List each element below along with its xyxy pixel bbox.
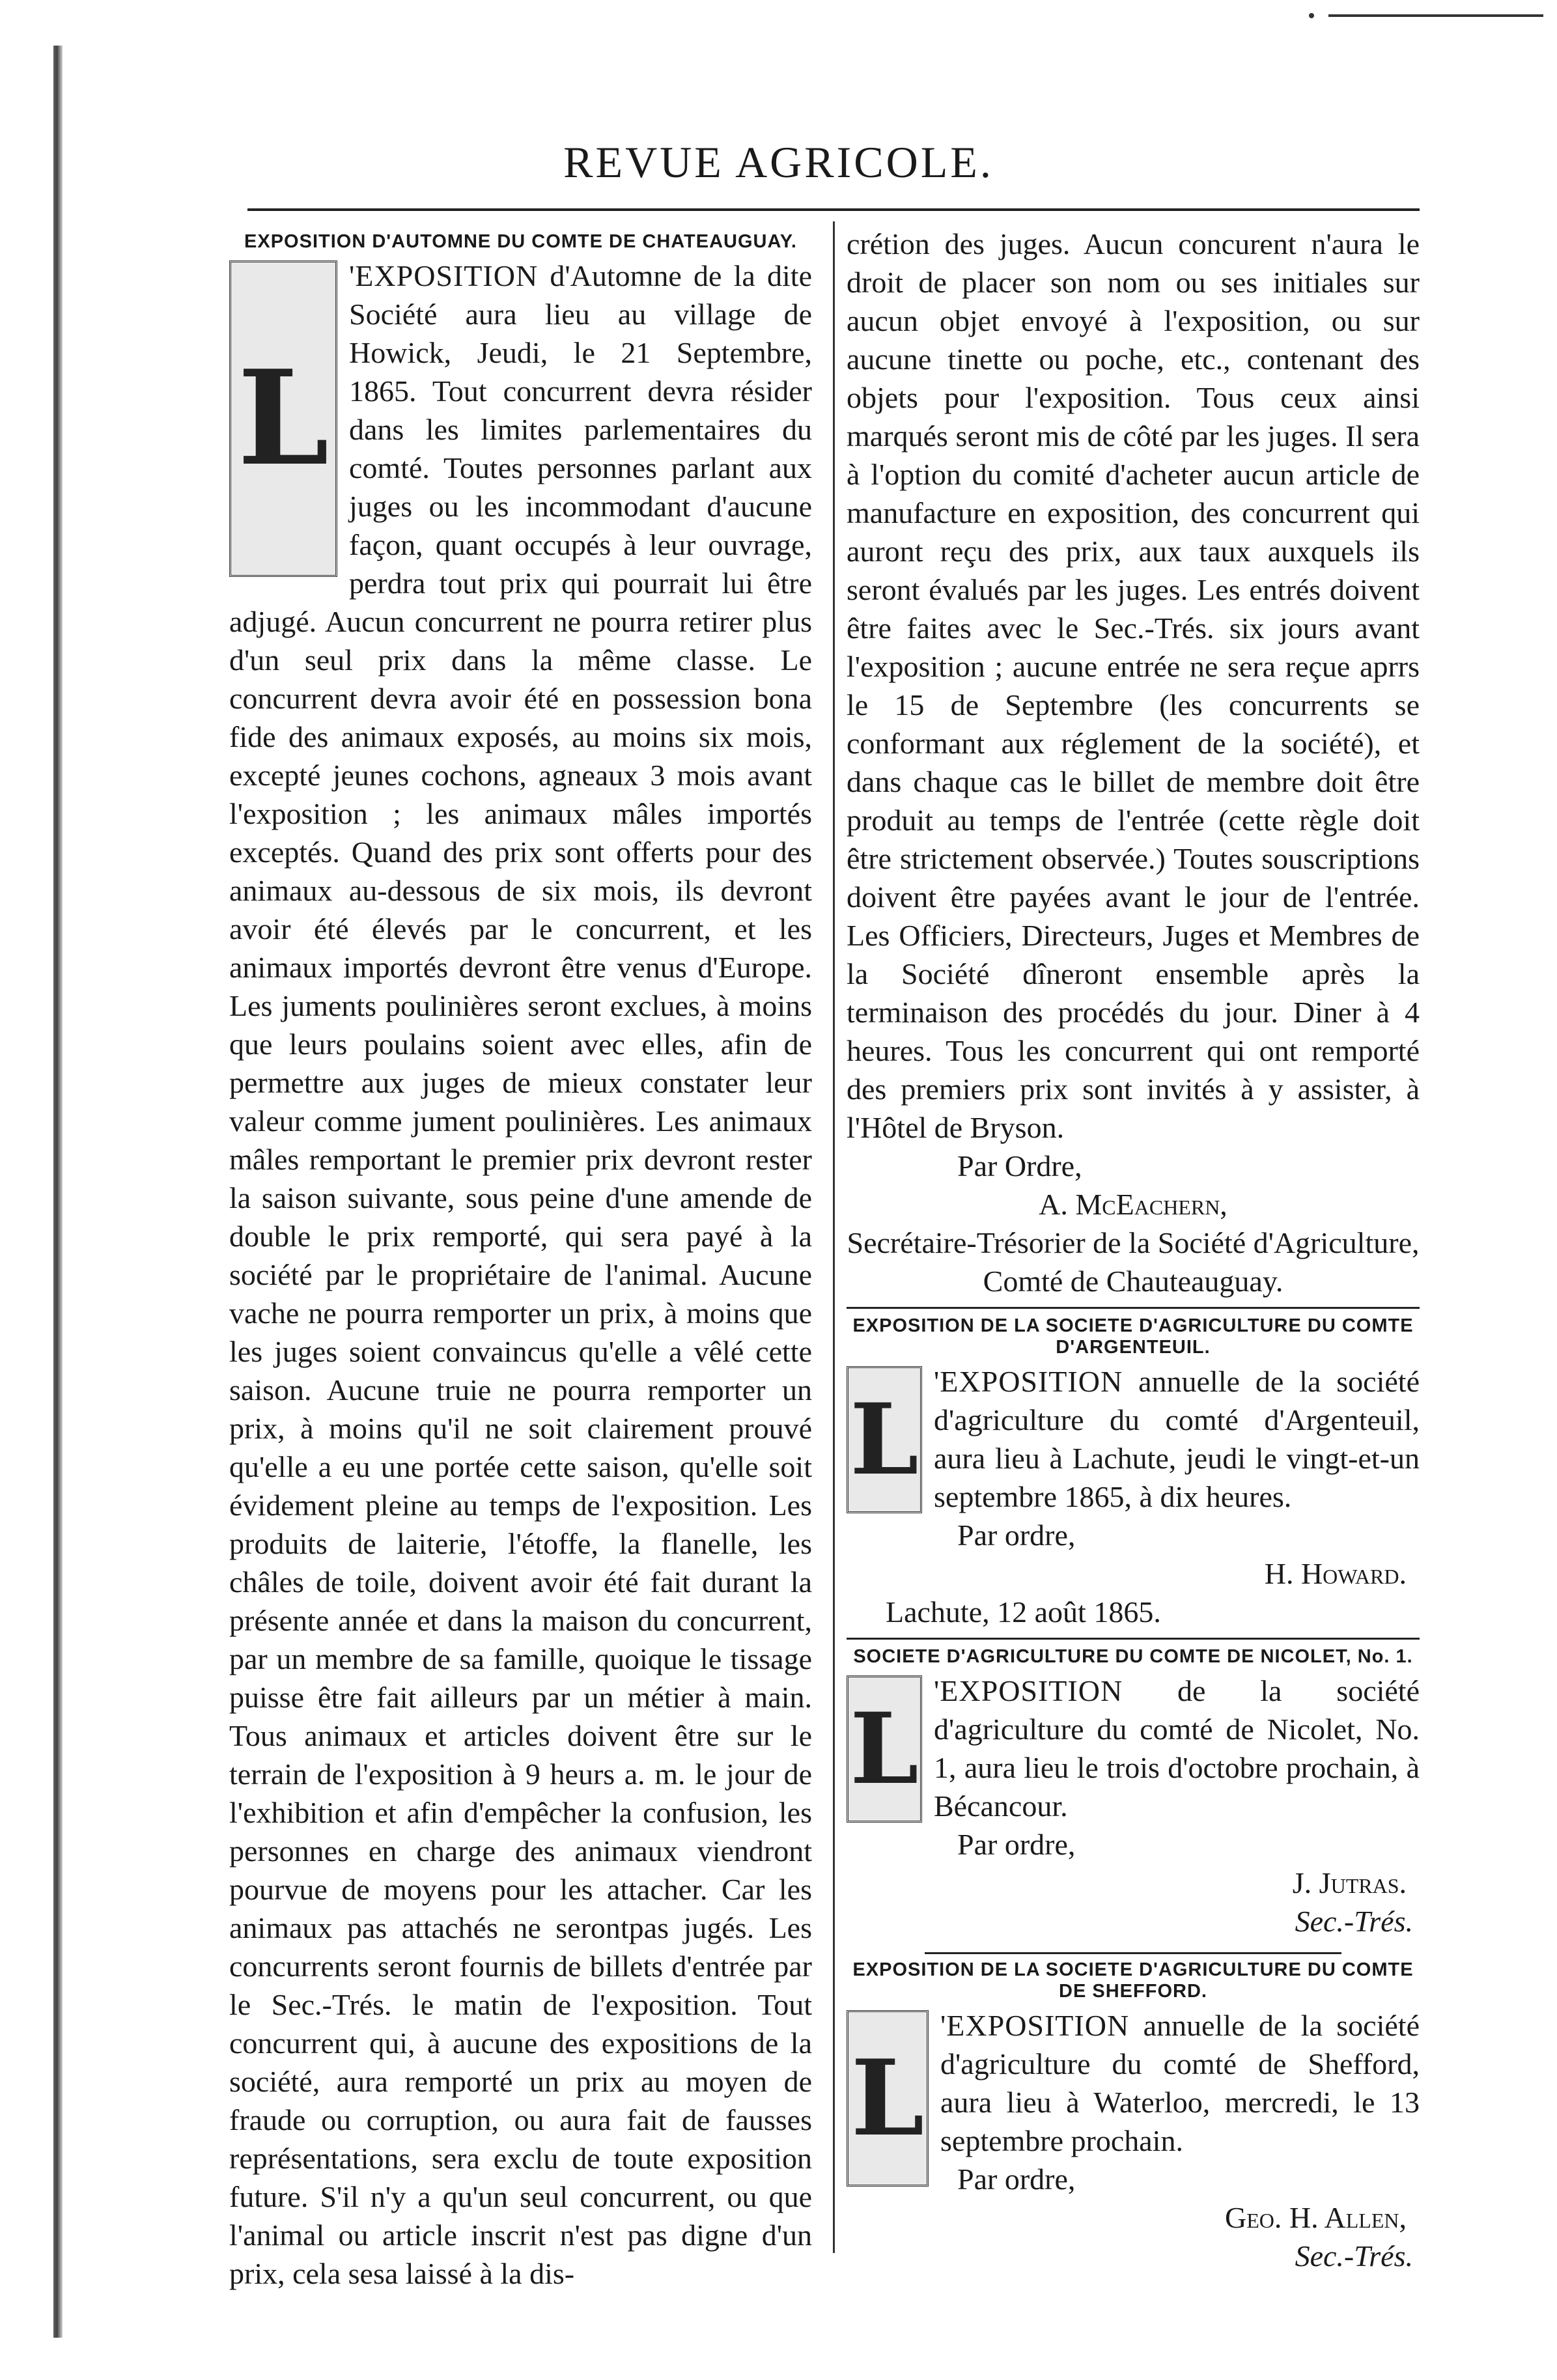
notice-text: de la société d'agriculture du comté de Nicolet, No. 1, aura lieu le trois d'octobre prochain, à Bécancour.	[934, 1674, 1420, 1823]
signature-title: Sec.-Trés.	[1295, 1905, 1413, 1938]
right-column	[847, 225, 1420, 2275]
signature-name: A. McEachern,	[1039, 1188, 1227, 1221]
signature-title: Sec.-Trés.	[1295, 2239, 1413, 2273]
header-rule	[247, 208, 1420, 211]
ornamental-dropcap: L	[847, 2010, 929, 2187]
par-ordre: Par ordre,	[957, 1828, 1076, 1861]
notice-title-shefford: EXPOSITION DE LA SOCIETE D'AGRICULTURE DU COMTE DE SHEFFORD.	[852, 1959, 1414, 2002]
notice-first-word: 'EXPOSITION	[940, 2009, 1130, 2042]
notice-title-argenteuil: EXPOSITION DE LA SOCIETE D'AGRICULTURE DU COMTE D'ARGENTEUIL.	[852, 1315, 1414, 1358]
notice-first-word: 'EXPOSITION	[349, 259, 539, 292]
par-ordre: Par ordre,	[957, 2163, 1076, 2196]
notice-body-chateauguay	[229, 257, 812, 2293]
notice-title-chateauguay: EXPOSITION D'AUTOMNE DU COMTE DE CHATEAUGUAY.	[244, 231, 797, 252]
notice-text: annuelle de la société d'agriculture du comté de Shefford, aura lieu à Waterloo, mercredi, le 13 septembre prochain.	[940, 2009, 1420, 2157]
column-divider	[833, 221, 835, 2253]
left-column	[229, 225, 812, 2293]
par-ordre: Par ordre,	[957, 1519, 1076, 1552]
section-rule	[847, 1638, 1420, 1640]
section-rule	[925, 1952, 1341, 1954]
notice-continuation: crétion des juges. Aucun concurent n'aura le droit de placer son nom ou ses initiales sur aucun objet envoyé à l'exposition, ou sur aucune tinette ou poche, etc., contenant des objets pour l'exposition. Tous ceux ainsi marqués seront mis de côté par les juges. Il sera à l'option du comité d'acheter aucun article de manufacture en exposition, des concurrent qui auront reçu des prix, aux taux auxquels ils seront évalués par les juges. Les entrés doivent être faites avec le Sec.-Trés. six jours avant l'exposition ; aucune entrée ne sera reçue aprrs le 15 de Septembre (les concurrents se conformant aux réglement de la société), et dans chaque cas le billet de membre doit être produit au temps de l'entrée (cette règle doit être strictement observée.) Toutes souscriptions doivent être payées avant le jour de l'entrée. Les Officiers, Directeurs, Juges et Membres de la Société dîneront ensemble après la terminaison des procédés du jour. Diner à 4 heures. Tous les concurrent qui ont remporté des premiers prix sont invités à y assister, à l'Hôtel de Bryson.	[847, 227, 1420, 1144]
notice-body-argenteuil	[847, 1362, 1420, 1516]
signature-title: Secrétaire-Trésorier de la Société d'Agriculture, Comté de Chauteauguay.	[847, 1226, 1420, 1298]
ornamental-dropcap: L	[847, 1675, 922, 1823]
notice-text: annuelle de la société d'agriculture du comté d'Argenteuil, aura lieu à Lachute, jeudi le vingt-et-un septembre 1865, à dix heures.	[934, 1365, 1420, 1513]
margin-mark	[1309, 13, 1314, 18]
running-head: REVUE AGRICOLE.	[563, 137, 994, 187]
signature-name: Geo. H. Allen,	[1224, 2201, 1407, 2234]
notice-text: d'Automne de la dite Société aura lieu au village de Howick, Jeudi, le 21 Septembre, 1865. Tout concurrent devra résider dans les limites parlementaires du comté. Toutes personnes parlant aux juges ou les incommodant d'aucune façon, quant occupés à leur ouvrage, perdra tout prix qui pourrait lui être adjugé. Aucun concurrent ne pourra retirer plus d'un seul prix dans la même classe. Le concurrent devra avoir été en possession bona fide des animaux exposés, au moins six mois, excepté jeunes cochons, agneaux 3 mois avant l'exposition ; les animaux mâles importés exceptés. Quand des prix sont offerts pour des animaux au-dessous de six mois, ils devront avoir été élevés par le concurrent, et les animaux importés devront être venus d'Europe. Les juments poulinières seront exclues, à moins que leurs poulains soient avec elles, afin de permettre aux juges de mieux constater leur valeur comme jument poulinières. Les animaux mâles remportant le premier prix devront rester la saison suivante, sous peine d'une amende de double le prix remporté, qui sera payé à la société par le propriétaire de l'animal. Aucune vache ne pourra remporter un prix, à moins que les juges soient convaincus qu'elle a vêlé cette saison. Aucune truie ne pourra remporter un prix, à moins qu'il ne soit clairement prouvé qu'elle a eu une portée cette saison, qu'elle soit évidement pleine au temps de l'exposition. Les produits de laiterie, l'étoffe, la flanelle, les châles de toile, doivent avoir été fait durant la présente année et dans la maison du concurrent, par un membre de sa famille, quoique le tissage puisse être fait ailleurs par un métier à main. Tous animaux et articles doivent être sur le terrain de l'exposition à 9 heurs a. m. le jour de l'exhibition et afin d'empêcher la confusion, les personnes en charge des animaux viendront pourvue de moyens pour les attacher. Car les animaux pas attachés ne serontpas jugés. Les concurrents seront fournis de billets d'entrée par le Sec.-Trés. le matin de l'exposition. Tout concurrent qui, à aucune des expositions de la société, aura remporté un prix au moyen de fraude ou corruption, ou aura fait de fausses représentations, sera exclu de toute exposition future. S'il n'y a qu'un seul concurrent, ou que l'animal ou article inscrit n'est pas digne d'un prix, cela sesa laissé à la dis-	[229, 259, 812, 2290]
page-binding-edge	[53, 46, 63, 2338]
place-date: Lachute, 12 août 1865.	[886, 1595, 1161, 1629]
section-rule	[847, 1307, 1420, 1309]
signature-name: H. Howard.	[1264, 1557, 1407, 1590]
notice-body-nicolet	[847, 1672, 1420, 1825]
notice-title-nicolet: SOCIETE D'AGRICULTURE DU COMTE DE NICOLET, No. 1.	[853, 1646, 1413, 1667]
notice-first-word: 'EXPOSITION	[934, 1365, 1123, 1398]
margin-rule	[1328, 14, 1543, 17]
par-ordre: Par Ordre,	[957, 1149, 1082, 1183]
signature-name: J. Jutras.	[1292, 1866, 1407, 1899]
ornamental-dropcap: L	[847, 1366, 922, 1513]
notice-body-shefford	[847, 2006, 1420, 2160]
notice-first-word: 'EXPOSITION	[934, 1674, 1123, 1707]
ornamental-dropcap: L	[229, 260, 337, 577]
